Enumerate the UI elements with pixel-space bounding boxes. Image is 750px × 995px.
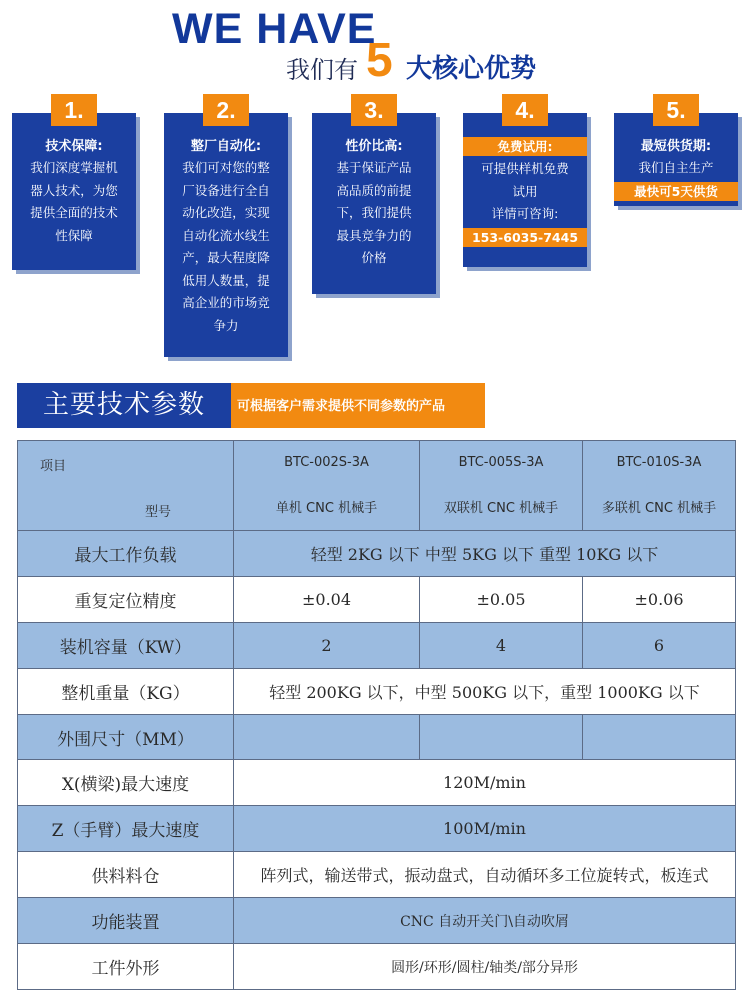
model-name: 多联机 CNC 机械手 bbox=[601, 501, 717, 516]
model-code: BTC-005S-3A bbox=[458, 455, 544, 470]
card-line: 我们自主生产 bbox=[638, 160, 714, 175]
card-line: 厂设备进行全自 bbox=[182, 182, 270, 198]
model-column-1 bbox=[234, 441, 420, 531]
headline-number: 5 bbox=[366, 34, 393, 87]
card-line: 高品质的前提 bbox=[336, 182, 412, 198]
table-header-row bbox=[18, 441, 736, 531]
row-label: Z（手臂）最大速度 bbox=[18, 806, 234, 852]
card-title: 性价比高: bbox=[345, 139, 403, 154]
table-row bbox=[18, 669, 736, 715]
header-item: 项目 bbox=[40, 459, 67, 474]
model-name: 双联机 CNC 机械手 bbox=[443, 501, 559, 516]
card-line: 基于保证产品 bbox=[336, 160, 412, 175]
advantage-card-4 bbox=[463, 97, 587, 267]
card-line: 试用 bbox=[512, 183, 538, 199]
card-line: 价格 bbox=[361, 250, 387, 265]
row-label: 整机重量（KG） bbox=[18, 669, 234, 715]
card-body bbox=[164, 157, 288, 337]
card-line: 动化改造，实现 bbox=[182, 205, 270, 220]
row-value: 轻型 2KG 以下 中型 5KG 以下 重型 10KG 以下 bbox=[234, 531, 736, 577]
header-model: 型号 bbox=[144, 505, 171, 520]
card-number: 5. bbox=[653, 94, 699, 126]
card-title: 技术保障: bbox=[45, 139, 103, 154]
advantage-card-3 bbox=[312, 97, 436, 294]
model-name: 单机 CNC 机械手 bbox=[275, 501, 378, 516]
section-title: 主要技术参数 bbox=[17, 383, 231, 428]
row-value: 2 bbox=[234, 623, 420, 669]
card-line: 低用人数量，提 bbox=[182, 272, 270, 288]
row-label: 功能装置 bbox=[18, 898, 234, 944]
row-value: CNC 自动开关门\自动吹屑 bbox=[234, 898, 736, 944]
card-number: 1. bbox=[51, 94, 97, 126]
card-line: 性保障 bbox=[55, 227, 93, 243]
card-title: 最短供货期: bbox=[640, 139, 712, 154]
row-value: 6 bbox=[583, 623, 736, 669]
delivery-highlight: 最快可5天供货 bbox=[614, 182, 738, 201]
card-line: 产，最大程度降 bbox=[182, 250, 270, 265]
card-line: 争力 bbox=[213, 317, 239, 333]
row-value: ±0.05 bbox=[420, 577, 583, 623]
row-label: X(横梁)最大速度 bbox=[18, 760, 234, 806]
headline-prefix: 我们有 bbox=[286, 56, 358, 84]
row-value bbox=[234, 715, 420, 760]
table-row bbox=[18, 806, 736, 852]
section-note: 可根据客户需求提供不同参数的产品 bbox=[231, 383, 485, 428]
table-row bbox=[18, 577, 736, 623]
row-label: 装机容量（KW） bbox=[18, 623, 234, 669]
row-value: 4 bbox=[420, 623, 583, 669]
card-body bbox=[463, 158, 587, 226]
row-value: ±0.06 bbox=[583, 577, 736, 623]
card-line: 我们深度掌握机 bbox=[30, 160, 118, 175]
table-row bbox=[18, 944, 736, 990]
table-row bbox=[18, 760, 736, 806]
card-number: 4. bbox=[502, 94, 548, 126]
card-body bbox=[614, 157, 738, 180]
card-number: 3. bbox=[351, 94, 397, 126]
card-line: 提供全面的技术 bbox=[30, 205, 118, 220]
phone-number: 153-6035-7445 bbox=[463, 228, 587, 247]
table-row bbox=[18, 852, 736, 898]
spec-table bbox=[17, 440, 736, 990]
row-value: 阵列式，输送带式，振动盘式，自动循环多工位旋转式，板连式 bbox=[234, 852, 736, 898]
row-label: 重复定位精度 bbox=[18, 577, 234, 623]
advantage-card-2 bbox=[164, 97, 288, 357]
model-code: BTC-010S-3A bbox=[616, 455, 702, 470]
row-label: 工件外形 bbox=[18, 944, 234, 990]
headline-english: WE HAVE bbox=[172, 5, 377, 53]
card-line: 高企业的市场竞 bbox=[182, 295, 270, 310]
card-number: 2. bbox=[203, 94, 249, 126]
row-value: 100M/min bbox=[234, 806, 736, 852]
advantage-card-1 bbox=[12, 97, 136, 270]
table-row bbox=[18, 715, 736, 760]
card-line: 最具竞争力的 bbox=[336, 227, 412, 243]
row-label: 外围尺寸（MM） bbox=[18, 715, 234, 760]
model-column-3 bbox=[583, 441, 736, 531]
advantage-card-5 bbox=[614, 97, 738, 206]
card-line: 下，我们提供 bbox=[336, 205, 412, 220]
row-value bbox=[420, 715, 583, 760]
card-line: 我们可对您的整 bbox=[182, 160, 270, 175]
card-line: 详情可咨询: bbox=[491, 206, 559, 221]
card-body bbox=[12, 157, 136, 247]
card-line: 器人技术，为您 bbox=[30, 182, 118, 198]
model-column-2 bbox=[420, 441, 583, 531]
row-value: 圆形/环形/圆柱/轴类/部分异形 bbox=[234, 944, 736, 990]
table-row bbox=[18, 898, 736, 944]
header-item-model-cell bbox=[18, 441, 234, 531]
row-label: 最大工作负载 bbox=[18, 531, 234, 577]
row-value: 轻型 200KG 以下，中型 500KG 以下，重型 1000KG 以下 bbox=[234, 669, 736, 715]
card-line: 自动化流水线生 bbox=[182, 227, 270, 243]
card-title: 免费试用: bbox=[463, 137, 587, 156]
card-body bbox=[312, 157, 436, 270]
card-line: 可提供样机免费 bbox=[481, 161, 569, 176]
row-label: 供料料仓 bbox=[18, 852, 234, 898]
headline-suffix: 大核心优势 bbox=[406, 54, 537, 84]
row-value: 120M/min bbox=[234, 760, 736, 806]
table-row bbox=[18, 623, 736, 669]
table-row bbox=[18, 531, 736, 577]
row-value bbox=[583, 715, 736, 760]
row-value: ±0.04 bbox=[234, 577, 420, 623]
model-code: BTC-002S-3A bbox=[284, 455, 369, 470]
card-title: 整厂自动化: bbox=[190, 139, 262, 154]
